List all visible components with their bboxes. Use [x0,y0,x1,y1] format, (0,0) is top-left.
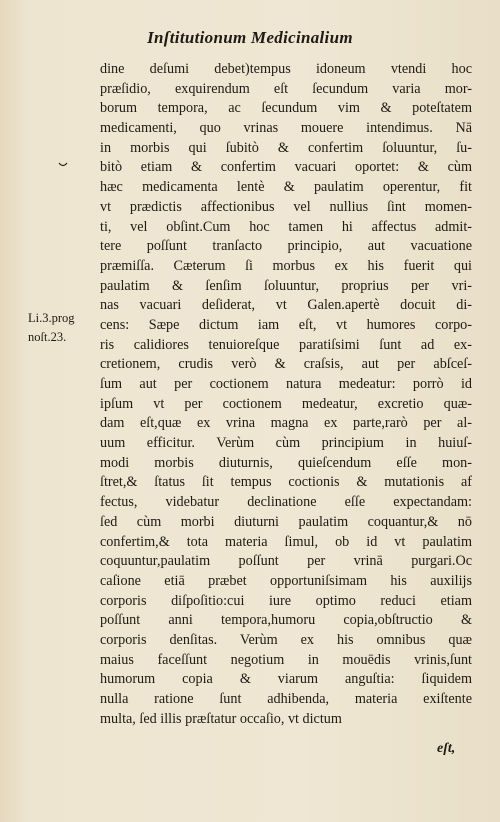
text-line: vt prædictis affectionibus vel nullius ſint momen- [100,198,472,215]
text-line: hæc medicamenta lentè & paulatim operentur, fit [100,179,472,196]
text-line: cretionem, crudis verò & craſsis, aut per abſceſ- [100,356,472,373]
body-text [100,60,472,729]
text-line: tere poſſunt tranſacto principio, aut vacuatione [100,238,472,255]
text-line: dine deſumi debet)tempus idoneum vtendi hoc [100,61,472,77]
text-line: nulla ratione ſunt adhibenda, materia exiſtente [100,691,472,707]
text-line: humorum copia & viarum anguſtia: ſiquidem [100,671,472,688]
marginal-reference [28,309,75,347]
text-line: borum tempora, ac ſecundum vim & poteſtatem [100,100,472,117]
margin-note-line: noſt.23. [28,330,67,344]
text-line: corporis diſpoſitio:cui iure optimo reduci etiam [100,592,472,609]
text-line: maius faceſſunt negotium in mouēdis vrinis,ſunt [100,651,472,668]
margin-note-line: Li.3.prog [28,311,75,325]
text-line: poſſunt anni tempora,humoru copia,obſtructio & [100,612,472,629]
catchword: eſt, [437,741,456,756]
text-line: paulatim & ſenſim ſoluuntur, proprius per vri- [100,277,472,294]
text-line: coquuntur,paulatim poſſunt per vrinā purgari.Oc [100,553,472,570]
text-line: confertim,& tota materia ſimul, ob id vt paulatim [100,533,472,550]
text-line: nas vacuari deſiderat, vt Galen.apertè docuit di- [100,297,472,314]
margin-ornament-icon [58,162,68,173]
text-line: corporis denſitas. Verùm ex his omnibus quæ [100,631,472,648]
text-line: præmiſſa. Cæterum ſi morbus ex his fuerit qui [100,257,472,274]
text-line: cens: Sæpe dictum iam eſt, vt humores corpo- [100,316,472,333]
running-header: Inſtitutionum Medicinalium [147,28,353,47]
text-line: ti, vel obſint.Cum hoc tamen hi affectus admit- [100,218,472,235]
text-line: in morbis qui ſubitò & confertim ſoluuntur, ſu- [100,139,472,156]
text-line: caſione etiā præbet opportuniſsimam his auxilijs [100,572,472,589]
text-line: ſed cùm morbi diuturni paulatim coquantur,& nō [100,513,472,530]
text-line: dam eſt,quæ ex vrina magna ex parte,rarò per al- [100,415,472,432]
text-line: multa, ſed illis præſtatur occaſio, vt dictum [100,710,342,727]
text-line: bitò etiam & confertim vacuari oportet: & cùm [100,159,472,176]
text-line: ipſum vt per coctionem medeatur, excretio quæ- [100,395,472,412]
text-line: uum efficitur. Verùm cùm principium in huiuſ- [100,435,472,452]
text-line: modi morbis diuturnis, quieſcendum eſſe mon- [100,454,472,471]
text-line: ſtret,& ſtatus ſit tempus coctionis & mutationis af [100,474,472,491]
text-line: ris calidiores tenuioreſque paratiſsimi ſunt ad ex- [100,336,472,353]
text-line: ſum aut per coctionem natura medeatur: porrò id [100,376,472,392]
text-line: fectus, videbatur declinatione eſſe expectandam: [100,494,472,511]
text-line: medicamenti, quo vrinas mouere intendimus. Nā [100,120,472,137]
text-line: præſidio, exquirendum eſt ſecundum varia mor- [100,80,472,97]
